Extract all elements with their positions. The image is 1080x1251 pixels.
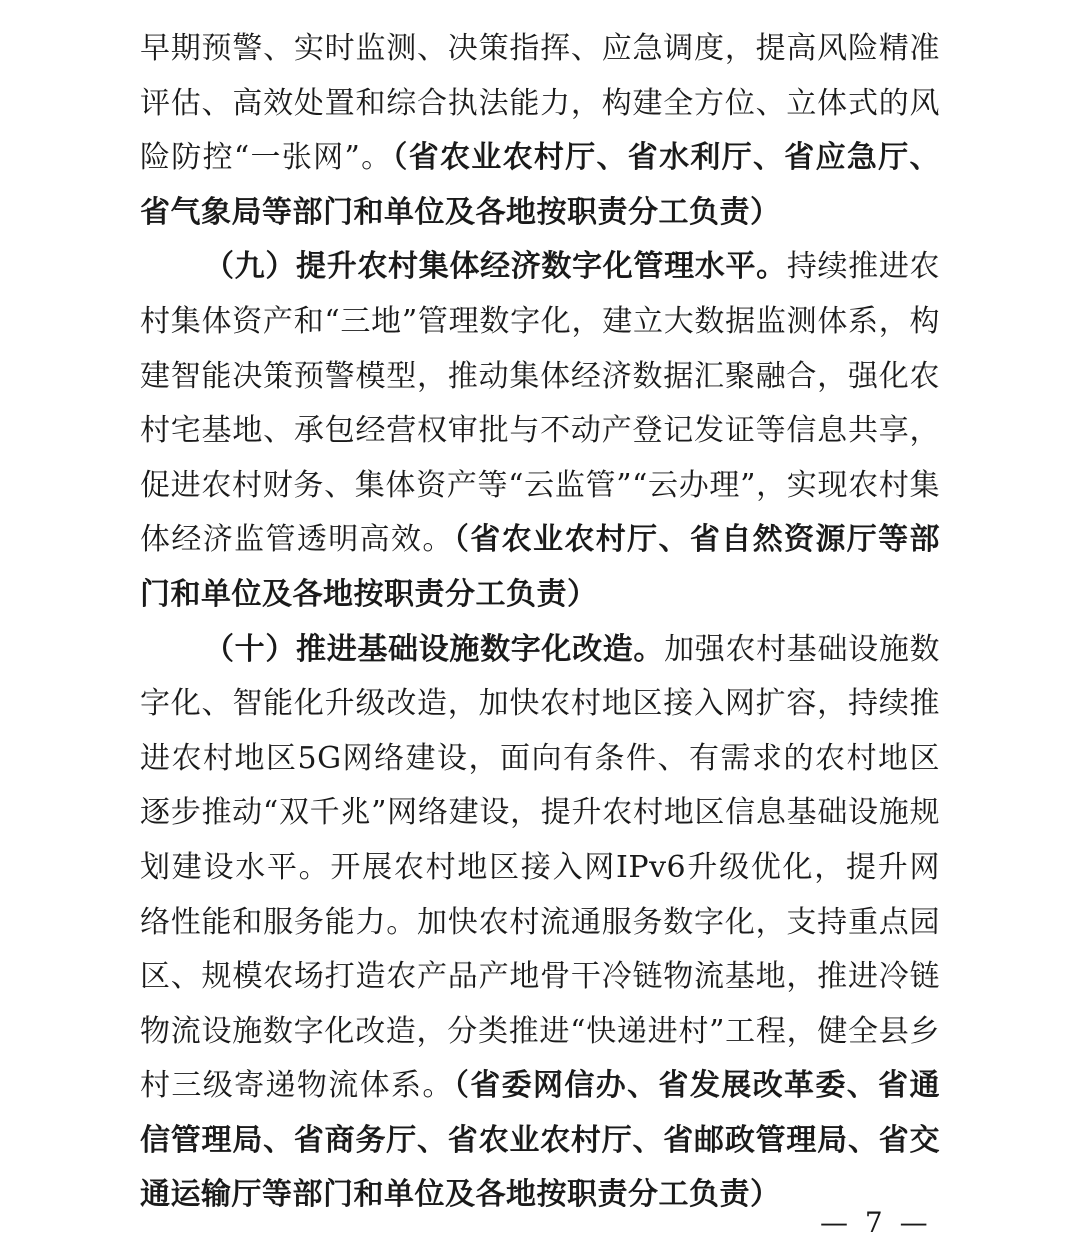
paragraph-risk-control — [140, 22, 940, 240]
paragraph-infrastructure — [140, 623, 940, 1224]
responsible-departments: （省农业农村厅、省水利厅、省应急厅、省气象局等部门和单位及各地按职责分工负责） — [140, 140, 940, 230]
paragraph-body: 加强农村基础设施数字化、智能化升级改造，加快农村地区接入网扩容，持续推进农村地区5G网络建设，面向有条件、有需求的农村地区逐步推动“双千兆”网络建设，提升农村地区信息基础设施规划建设水平。开展农村地区接入网IPv6升级优化，提升网络性能和服务能力。加快农村流通服务数字化，支持重点园区、规模农场打造农产品产地骨干冷链物流基地，推进冷链物流设施数字化改造，分类推进“快递进村”工程，健全县乡村三级寄递物流体系。 — [140, 631, 941, 1104]
document-page — [140, 22, 940, 1223]
section-heading-ten: （十）推进基础设施数字化改造。 — [204, 631, 665, 667]
responsible-departments: （省委网信办、省发展改革委、省通信管理局、省商务厅、省农业农村厅、省邮政管理局、省交通运输厅等部门和单位及各地按职责分工负责） — [140, 1068, 941, 1213]
page-number: — 7 — — [820, 1206, 932, 1239]
paragraph-body: 早期预警、实时监测、决策指挥、应急调度，提高风险精准评估、高效处置和综合执法能力，构建全方位、立体式的风险防控“一张网”。 — [140, 31, 940, 176]
paragraph-body: 持续推进农村集体资产和“三地”管理数字化，建立大数据监测体系，构建智能决策预警模型，推动集体经济数据汇聚融合，强化农村宅基地、承包经营权审批与不动产登记发证等信息共享，促进农村财务、集体资产等“云监管”“云办理”，实现农村集体经济监管透明高效。 — [140, 249, 941, 558]
section-heading-nine: （九）提升农村集体经济数字化管理水平。 — [204, 249, 787, 285]
responsible-departments: （省农业农村厅、省自然资源厅等部门和单位及各地按职责分工负责） — [140, 522, 941, 612]
paragraph-collective-economy — [140, 240, 940, 622]
